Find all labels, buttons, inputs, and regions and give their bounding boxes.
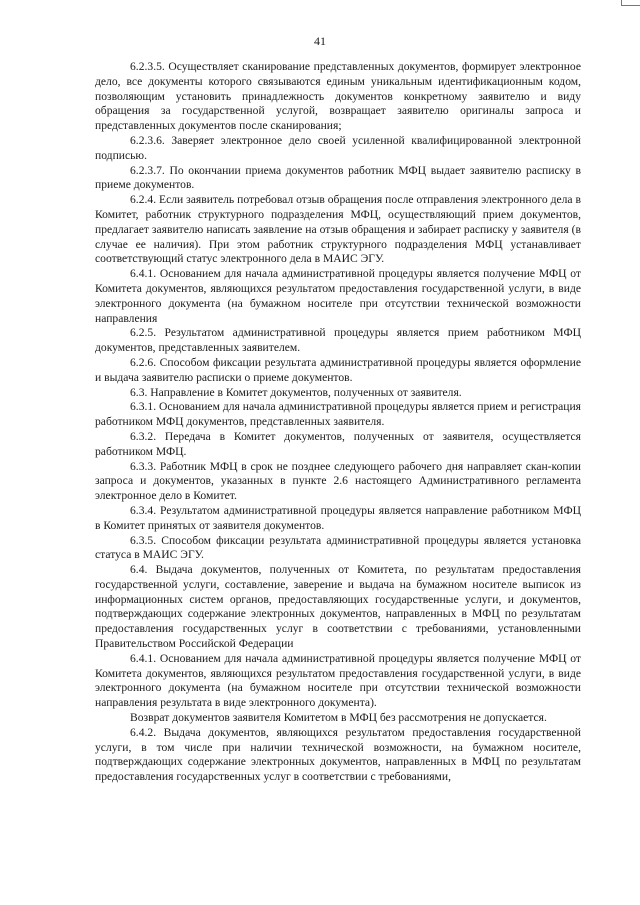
- paragraph-6-2-5: 6.2.5. Результатом административной процедуры является прием работником МФЦ документов, представленных заявителем.: [95, 326, 581, 355]
- page-number: 41: [314, 34, 326, 48]
- page-corner-mark: [621, 0, 640, 6]
- paragraph-6-2-3-7: 6.2.3.7. По окончании приема документов работник МФЦ выдает заявителю расписку в приеме документов.: [95, 163, 581, 192]
- paragraph-6-4: 6.4. Выдача документов, полученных от Комитета, по результатам предоставления государственной услуги, составление, заверение и выдача на бумажном носителе выписок из информационных систем органов, предоставляющих государственные услуги, и документов, подтверждающих содержание электронных документов, направленных в МФЦ по результатам предоставления государственных услуг в соответствии с требованиями, установленными Правительством Российской Федерации: [95, 563, 581, 651]
- paragraph-6-3: 6.3. Направление в Комитет документов, полученных от заявителя.: [130, 385, 462, 399]
- paragraph-6-2-3-6: 6.2.3.6. Заверяет электронное дело своей усиленной квалифицированной электронной подписью.: [95, 133, 581, 162]
- paragraph-return-not-allowed: Возврат документов заявителя Комитетом в МФЦ без рассмотрения не допускается.: [130, 711, 547, 725]
- paragraph-6-3-1: 6.3.1. Основанием для начала административной процедуры является прием и регистрация работником МФЦ документов, представленных заявителя.: [95, 400, 581, 429]
- paragraph-6-2-4: 6.2.4. Если заявитель потребовал отзыв обращения после отправления электронного дела в Комитет, работник структурного подразделения МФЦ, осуществляющий прием документов, предлагает заявителю написать заявление на отзыв обращения и забирает расписку у заявителя (в случае ее наличия). При этом работник структурного подразделения МФЦ устанавливает соответствующий статус электронного дела в МАИС ЭГУ.: [95, 193, 581, 266]
- document-body: [95, 60, 581, 785]
- paragraph-6-4-2: 6.4.2. Выдача документов, являющихся результатом предоставления государственной услуги, в том числе при наличии технической возможности, на бумажном носителе, подтверждающих содержание электронных документов, направленных в МФЦ по результатам предоставления государственных услуг в соответствии с требованиями,: [95, 725, 581, 784]
- paragraph-6-3-5: 6.3.5. Способом фиксации результата административной процедуры является установка статуса в МАИС ЭГУ.: [95, 533, 581, 562]
- paragraph-6-3-3: 6.3.3. Работник МФЦ в срок не позднее следующего рабочего дня направляет скан-копии запроса и документов, указанных в пункте 2.6 настоящего Административного регламента электронное дело в Комитет.: [95, 459, 581, 503]
- paragraph-6-3-2: 6.3.2. Передача в Комитет документов, полученных от заявителя, осуществляется работником МФЦ.: [95, 429, 581, 458]
- paragraph-6-2-3-5: 6.2.3.5. Осуществляет сканирование представленных документов, формирует электронное дело, все документы которого связываются единым уникальным идентификационным кодом, позволяющим установить принадлежность документов конкретному заявителю и виду обращения за государственной услугой, возвращает заявителю оригиналы запроса и представленных документов после сканирования;: [95, 60, 581, 133]
- paragraph-6-3-4: 6.3.4. Результатом административной процедуры является направление работником МФЦ в Комитет принятых от заявителя документов.: [95, 503, 581, 532]
- paragraph-6-2-6: 6.2.6. Способом фиксации результата административной процедуры является оформление и выдача заявителю расписки о приеме документов.: [95, 355, 581, 384]
- paragraph-6-4-1-second: 6.4.1. Основанием для начала административной процедуры является получение МФЦ от Комитета документов, являющихся результатом предоставления государственной услуги, в виде электронного документа (на бумажном носителе при отсутствии технической возможности направления результата в виде электронного документа).: [95, 651, 581, 710]
- paragraph-6-4-1-first: 6.4.1. Основанием для начала административной процедуры является получение МФЦ от Комитета документов, являющихся результатом предоставления государственной услуги, в виде электронного документа (на бумажном носителе при отсутствии технической возможности направления: [95, 267, 581, 325]
